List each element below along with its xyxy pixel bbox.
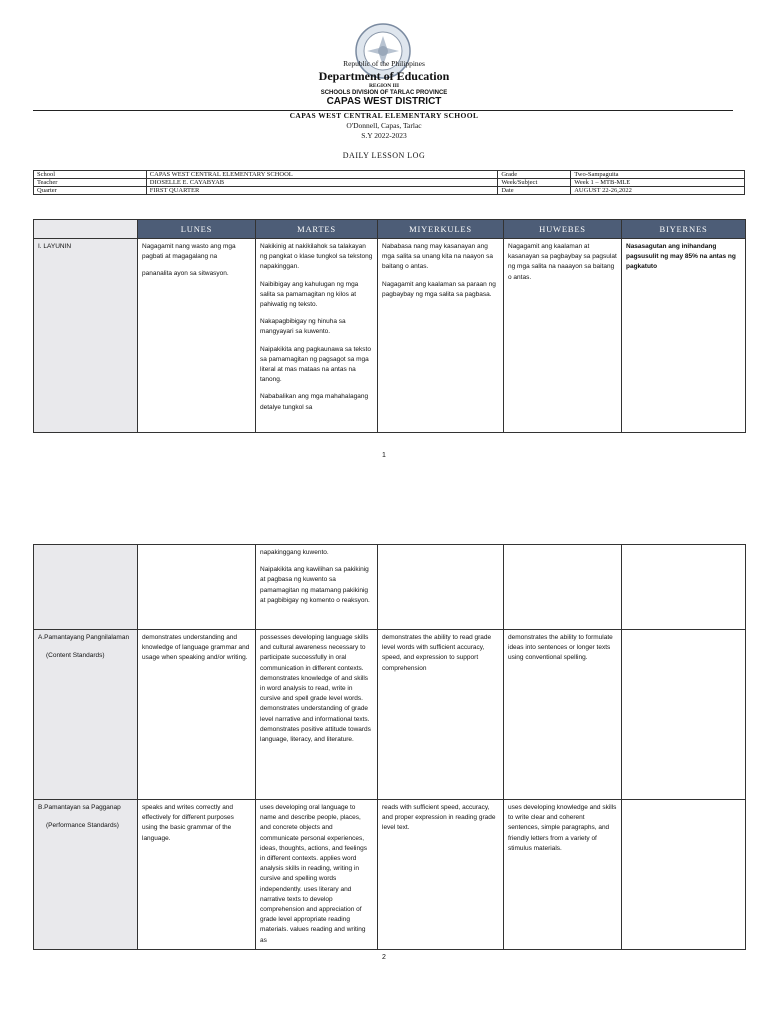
miyerkules-cell: demonstrates the ability to read grade level words with sufficient accuracy, speed, and expression to support comprehension	[378, 630, 504, 800]
biyernes-cell	[622, 239, 746, 433]
layunin-label: I. LAYUNIN	[38, 243, 72, 250]
region-line: REGION III	[368, 83, 400, 89]
document-title: DAILY LESSON LOG	[342, 151, 426, 160]
division-line: SCHOOLS DIVISION OF TARLAC PROVINCE	[320, 90, 448, 96]
biyernes-cell	[622, 800, 746, 950]
page-number: 1	[382, 452, 386, 459]
miyerkules-cell	[378, 239, 504, 433]
row-label	[34, 545, 138, 630]
huwebes-cell	[504, 545, 622, 630]
info-value: AUGUST 22-26,2022	[571, 187, 745, 195]
lesson-log-table-page2	[33, 544, 746, 950]
info-value: Week 1 – MTB-MLE	[571, 179, 745, 187]
info-value: FIRST QUARTER	[146, 187, 498, 195]
huwebes-cell: demonstrates the ability to formulate ideas into sentences or longer texts using conventional spelling.	[504, 630, 622, 800]
school-year-line: S.Y 2022-2023	[361, 131, 407, 140]
info-row	[34, 179, 745, 187]
performance-standards-sublabel: (Performance Standards)	[46, 822, 119, 830]
objective-text: napakinggang kuwento.	[260, 549, 329, 556]
performance-standards-label: B.Pamantayan sa Pagganap	[38, 804, 121, 811]
miyerkules-cell	[378, 545, 504, 630]
objective-text: Naibibigay ang kahulugan ng mga salita sa pamamagitan ng kilos at pahiwatig ng teksto.	[260, 280, 359, 309]
lunes-cell	[138, 545, 256, 630]
objective-text: Nagagamit ang kaalaman at kasanayan sa pagbaybay sa pagsulat ng mga salita na naaayon sa baitang o antas.	[508, 243, 617, 281]
info-label: Grade	[498, 171, 571, 179]
biyernes-cell	[622, 630, 746, 800]
day-header-miyerkules: MIYERKULES	[378, 220, 504, 239]
objective-text: Nakikinig at nakikilahok sa talakayan ng pangkat o klase tungkol sa tekstong napakinggan.	[260, 243, 373, 271]
department-title: Department of Education	[318, 69, 450, 83]
objective-text: Naipakikita ang pagkaunawa sa teksto sa pamamagitan ng pagsagot sa mga literal at mas mataas na antas na tanong.	[260, 345, 371, 384]
huwebes-cell: uses developing knowledge and skills to write clear and coherent sentences, simple paragraphs, and friendly letters from a variety of stimulus materials.	[504, 800, 622, 950]
info-row	[34, 187, 745, 195]
lunes-cell: speaks and writes correctly and effectively for different purposes using the basic grammar of the language.	[138, 800, 256, 950]
info-row	[34, 171, 745, 179]
huwebes-cell	[504, 239, 622, 433]
objective-text: pananalita ayon sa sitwasyon.	[142, 270, 229, 278]
day-header-lunes: LUNES	[138, 220, 256, 239]
day-header-row	[34, 220, 746, 239]
martes-cell: uses developing oral language to name and describe people, places, and concrete objects and communicate personal experiences, ideas, thoughts, actions, and feelings in different contexts. applies word analysis skills in reading, writing in cursive and spelling words independently. uses literary and narrative texts to develop comprehension and appreciation of grade level appropriate reading materials. values reading and writing as	[256, 800, 378, 950]
info-label: Date	[498, 187, 571, 195]
district-line: CAPAS WEST DISTRICT	[326, 96, 442, 107]
info-table	[33, 170, 745, 195]
martes-cell	[256, 545, 378, 630]
header-blank-cell	[34, 220, 138, 239]
info-label: School	[34, 171, 147, 179]
objective-text: Naipakikita ang kawilihan sa pakikinig at pagbasa ng kuwento sa pamamagitan ng matamang pakikinig at pagbibigay ng komento o reaksyon.	[260, 566, 370, 604]
row-label	[34, 630, 138, 800]
content-standards-label: A.Pamantayang Pangnilalaman	[38, 634, 130, 641]
content-standards-row	[34, 630, 746, 800]
page-number: 2	[382, 954, 386, 961]
info-label: Teacher	[34, 179, 147, 187]
biyernes-cell	[622, 545, 746, 630]
row-label	[34, 239, 138, 433]
performance-standards-row	[34, 800, 746, 950]
miyerkules-cell: reads with sufficient speed, accuracy, and proper expression in reading grade level text.	[378, 800, 504, 950]
lunes-cell	[138, 239, 256, 433]
objective-text: Nagagamit nang wasto ang mga pagbati at magagalang na	[142, 243, 236, 261]
row-label	[34, 800, 138, 950]
lunes-cell: demonstrates understanding and knowledge of language grammar and usage when speaking and/or writing.	[138, 630, 256, 800]
content-standards-sublabel: (Content Standards)	[46, 652, 105, 660]
martes-cell	[256, 239, 378, 433]
martes-cell: possesses developing language skills and cultural awareness necessary to participate successfully in oral communication in different contexts. demonstrates knowledge of and skills in word analysis to read, write in cursive and spell grade level words. demonstrates understanding of grade level narrative and informational texts. demonstrates positive attitude towards language, literacy, and literature.	[256, 630, 378, 800]
lesson-log-table-page1	[33, 219, 746, 433]
address-line: O'Donnell, Capas, Tarlac	[346, 121, 422, 130]
school-name-line: CAPAS WEST CENTRAL ELEMENTARY SCHOOL	[289, 111, 479, 120]
info-value: CAPAS WEST CENTRAL ELEMENTARY SCHOOL	[146, 171, 498, 179]
day-header-biyernes: BIYERNES	[622, 220, 746, 239]
info-value: Two-Sampaguita	[571, 171, 745, 179]
day-header-huwebes: HUWEBES	[504, 220, 622, 239]
continued-row	[34, 545, 746, 630]
objective-text: Nakapagbibigay ng hinuha sa mangyayari sa kuwento.	[260, 318, 346, 336]
republic-line: Republic of the Philippines	[343, 59, 425, 68]
objective-text: Nagagamit ang kaalaman sa paraan ng pagbaybay ng mga salita sa pagbasa.	[382, 280, 496, 298]
day-header-martes: MARTES	[256, 220, 378, 239]
layunin-row	[34, 239, 746, 433]
info-value: DIOSELLE E. CAYABYAB	[146, 179, 498, 187]
info-label: Quarter	[34, 187, 147, 195]
info-label: Week/Subject	[498, 179, 571, 187]
objective-text: Nababalikan ang mga mahahalagang detalye tungkol sa	[260, 393, 369, 411]
objective-text: Nababasa nang may kasanayan ang mga salita sa unang kita na naayon sa baitang o antas.	[382, 243, 493, 271]
objective-text: Nasasagutan ang inihandang pagsusulit ng may 85% na antas ng pagkatuto	[626, 243, 736, 271]
